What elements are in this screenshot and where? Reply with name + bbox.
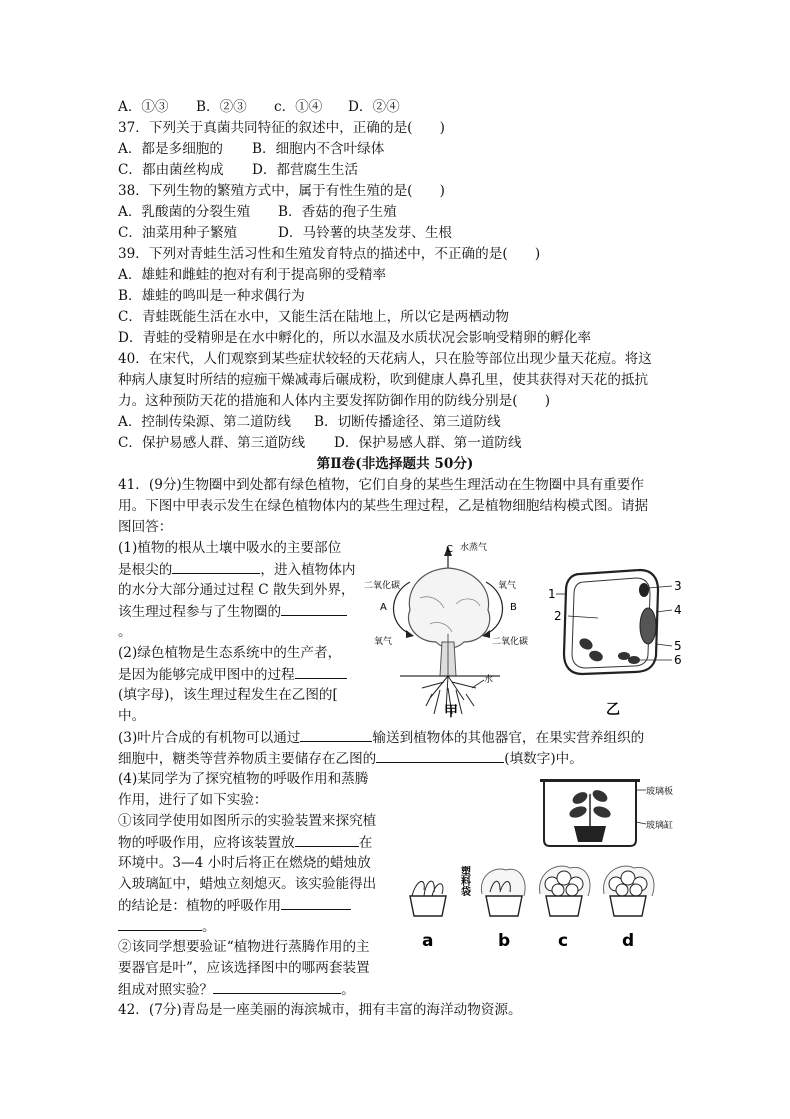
label-num-1: 1	[548, 587, 556, 601]
q41-part4-text3: 的结论是：植物的呼吸作用	[118, 898, 282, 914]
q41-part2-line3: (填字母)，该生理过程发生在乙图的[	[118, 687, 338, 703]
caption-yi: 乙	[606, 702, 620, 716]
q41-part1-line3: 的水分大部分通过过程 C 散失到外界，	[118, 582, 355, 598]
q41-part4-line5: 环境中。3—4 小时后将正在燃烧的蜡烛放	[118, 855, 371, 871]
q41-part2-line4: 中。	[118, 708, 146, 724]
q41-part4-text2: 在	[358, 835, 373, 851]
label-pot-b: b	[498, 931, 511, 951]
q37-option-d: D．都营腐生生活	[252, 162, 359, 178]
label-glass-plate: 玻璃板	[646, 787, 674, 797]
figure-four-pots	[396, 856, 662, 952]
pot-d	[604, 866, 654, 916]
q41-stem-line3: 图回答：	[118, 519, 173, 535]
q41-part1-line4	[118, 601, 347, 623]
cell-vacuole	[640, 608, 656, 644]
q41-part4-text5: 组成对照实验？	[118, 982, 214, 998]
q38-stem: 38．下列生物的繁殖方式中，属于有性生殖的是( )	[118, 183, 445, 199]
q37-option-a: A．都是多细胞的	[118, 141, 223, 157]
q41-part4-line8	[118, 916, 216, 938]
answer-blank-9[interactable]	[213, 979, 341, 994]
q36-option-a: A．①③	[118, 99, 169, 115]
label-pot-d: d	[622, 931, 635, 951]
label-pot-a: a	[422, 931, 434, 951]
pot-c	[540, 866, 590, 916]
q41-part2-line1: (2)绿色植物是生态系统中的生产者，	[118, 645, 342, 661]
q40-options-row1	[118, 412, 501, 433]
q41-part4-line4	[118, 832, 372, 854]
q39-option-a: A．雄蛙和雌蛙的抱对有利于提高卵的受精率	[118, 267, 387, 283]
answer-blank-5[interactable]	[376, 748, 504, 763]
q41-part3-text2: 输送到植物体的其他器官，在果实营养组织的	[372, 730, 645, 746]
q36-option-c: c．①④	[274, 99, 323, 115]
q42-stem: 42．(7分)青岛是一座美丽的海滨城市，拥有丰富的海洋动物资源。	[118, 1002, 522, 1018]
q40-options-row2	[118, 433, 522, 454]
q39-stem: 39．下列对青蛙生活习性和生殖发育特点的描述中，不正确的是( )	[118, 246, 541, 262]
answer-blank-6[interactable]	[295, 832, 359, 847]
q41-part4-text6: 。	[341, 982, 355, 998]
pot-b	[481, 869, 525, 916]
q38-options-row2	[118, 223, 452, 244]
q41-stem-line1: 41．(9分)生物圈中到处都有绿色植物，它们自身的某些生理活动在生物圈中具有重要作	[118, 477, 644, 493]
q36-option-b: B．②③	[196, 99, 247, 115]
q41-part3-line1	[118, 727, 644, 749]
q38-option-a: A．乳酸菌的分裂生殖	[118, 204, 251, 220]
label-co2-right: 二氧化碳	[492, 637, 529, 647]
label-num-5: 5	[674, 639, 682, 653]
q40-stem-line3: 力。这种预防天花的措施和人体内主要发挥防御作用的防线分别是( )	[118, 393, 551, 409]
answer-blank-3[interactable]	[295, 664, 347, 679]
label-co2-left: 二氧化碳	[364, 581, 401, 591]
q40-stem-line1: 40．在宋代，人们观察到某些症状较轻的天花病人，只在脸等部位出现少量天花痘。将这	[118, 351, 652, 367]
label-glass-jar: 玻璃缸	[646, 821, 674, 831]
q37-option-b: B．细胞内不含叶绿体	[252, 141, 385, 157]
label-o2-left: 氧气	[374, 637, 393, 647]
q39-option-d: D．青蛙的受精卵是在水中孵化的，所以水温及水质状况会影响受精卵的孵化率	[118, 330, 592, 346]
q41-part4-text4: 。	[202, 919, 216, 935]
q41-part2-text: 是因为能够完成甲图中的过程	[118, 667, 295, 683]
answer-blank-4[interactable]	[300, 727, 372, 742]
q37-option-c: C．都由菌丝构成	[118, 162, 224, 178]
q40-stem-line2: 种病人康复时所结的痘痂干燥减毒后碾成粉，吹到健康人鼻孔里，使其获得对天花的抵抗	[118, 372, 649, 388]
label-num-4: 4	[674, 603, 682, 617]
q38-option-b: B．香菇的孢子生殖	[278, 204, 397, 220]
label-pot-c: c	[558, 931, 569, 951]
q37-options-row2	[118, 160, 358, 181]
figure-jia-plant	[360, 538, 542, 718]
q41-part1-text2: ，进入植物体内	[260, 562, 356, 578]
answer-blank-8[interactable]	[118, 916, 202, 931]
q37-options-row1	[118, 139, 384, 160]
q41-part3-text4: (填数字)中。	[504, 751, 583, 767]
q41-part4-text: 物的呼吸作用，应将该装置放	[118, 835, 295, 851]
q41-part1-text3: 该生理过程参与了生物圈的	[118, 604, 282, 620]
q40-option-c: C．保护易感人群、第三道防线	[118, 435, 306, 451]
q41-part4-line6: 入玻璃缸中，蜡烛立刻熄灭。该实验能得出	[118, 876, 377, 892]
q39-option-b: B．雄蛙的鸣叫是一种求偶行为	[118, 288, 305, 304]
figure-yi-plant-cell	[548, 560, 692, 716]
q41-part3-text3: 细胞中，糖类等营养物质主要储存在乙图的	[118, 751, 377, 767]
label-plastic-bag: 塑料袋	[458, 866, 470, 896]
caption-jia: 甲	[444, 704, 458, 718]
label-o2-right: 氧气	[498, 581, 517, 591]
q40-option-d: D．保护易感人群、第一道防线	[334, 435, 522, 451]
q41-part1-line5: 。	[118, 624, 132, 640]
q41-part4-line3: ①该同学使用如图所示的实验装置来探究植	[118, 813, 377, 829]
q41-part3-text: (3)叶片合成的有机物可以通过	[118, 730, 301, 746]
label-num-2: 2	[554, 609, 562, 623]
q41-part1-line2	[118, 559, 356, 581]
cell-nucleus	[639, 583, 649, 597]
answer-blank-2[interactable]	[281, 601, 347, 616]
q40-option-b: B．切断传播途径、第三道防线	[314, 414, 501, 430]
q41-part2-line2	[118, 664, 347, 686]
q41-part4-line10: 要器官是叶”，应该选择图中的哪两套装置	[118, 960, 370, 976]
q41-part1-text: 是根尖的	[118, 562, 173, 578]
label-process-a: A	[380, 602, 387, 613]
q41-part4-line11	[118, 979, 355, 1001]
q41-part4-line2: 作用，进行了如下实验：	[118, 792, 268, 808]
q36-option-d: D．②④	[348, 99, 400, 115]
q38-options-row1	[118, 202, 397, 223]
answer-blank-1[interactable]	[172, 559, 260, 574]
q41-part4-line1: (4)某同学为了探究植物的呼吸作用和蒸腾	[118, 771, 369, 787]
q41-part3-line2	[118, 748, 583, 770]
q39-option-c: C．青蛙既能生活在水中，又能生活在陆地上，所以它是两栖动物	[118, 309, 510, 325]
q38-option-c: C．油菜用种子繁殖	[118, 225, 238, 241]
label-process-b: B	[510, 602, 517, 613]
label-water-vapor: 水蒸气	[460, 543, 488, 553]
figure-glass-jar	[536, 776, 684, 850]
label-process-c: C	[446, 544, 453, 555]
section-title: 第Ⅱ卷(非选择题共 50分)	[316, 456, 474, 472]
label-water: 水	[484, 675, 494, 685]
q41-stem-line2: 用。下图中甲表示发生在绿色植物体内的某些生理过程，乙是植物细胞结构模式图。请据	[118, 498, 649, 514]
q41-part4-line9: ②该同学想要验证“植物进行蒸腾作用的主	[118, 939, 370, 955]
q41-part4-line7	[118, 895, 351, 917]
q38-option-d: D．马铃薯的块茎发芽、生根	[278, 225, 453, 241]
q36-options	[118, 97, 400, 118]
label-num-3: 3	[674, 579, 682, 593]
pot-a	[410, 881, 446, 916]
answer-blank-7[interactable]	[281, 895, 351, 910]
label-num-6: 6	[674, 653, 682, 667]
q37-stem: 37．下列关于真菌共同特征的叙述中，正确的是( )	[118, 120, 445, 136]
q40-option-a: A．控制传染源、第二道防线	[118, 414, 291, 430]
q41-part1-line1: (1)植物的根从土壤中吸水的主要部位	[118, 540, 342, 556]
